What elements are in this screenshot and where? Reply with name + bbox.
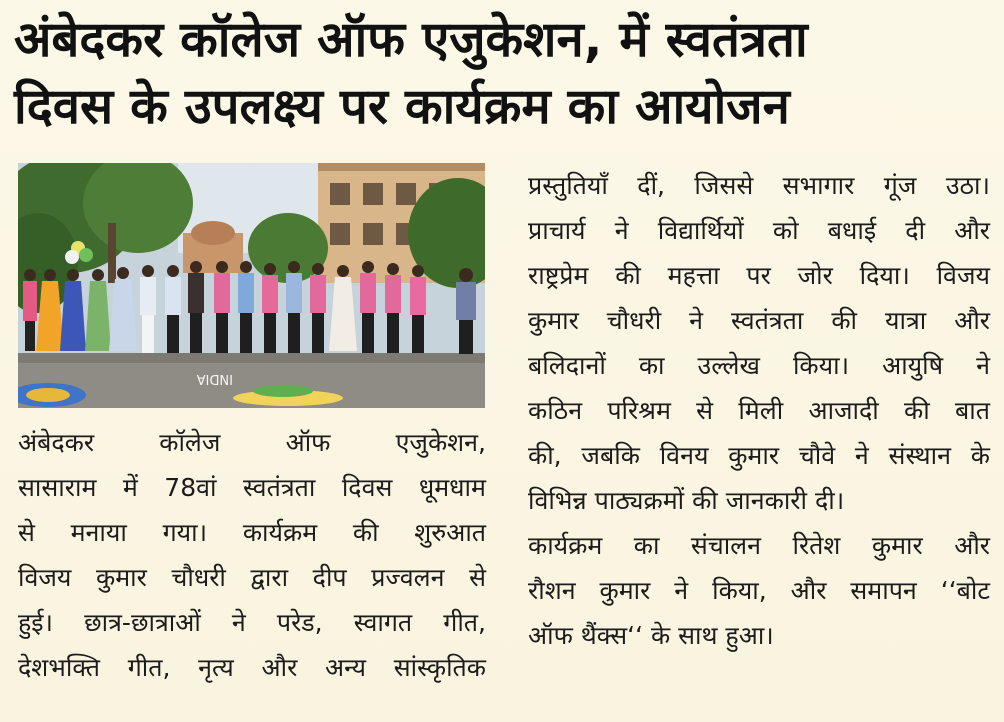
article-line: से मनाया गया। कार्यक्रम की शुरुआत <box>18 518 486 547</box>
article-line: विजय कुमार चौधरी द्वारा दीप प्रज्वलन से <box>18 563 486 592</box>
article-line: बलिदानों का उल्लेख किया। आयुषि ने <box>528 351 990 380</box>
article-line: कुमार चौधरी ने स्वतंत्रता की यात्रा और <box>528 306 990 335</box>
article-column-left <box>18 420 486 690</box>
article-line: कार्यक्रम का संचालन रितेश कुमार और <box>528 531 990 560</box>
article-line: हुई। छात्र-छात्राओं ने परेड, स्वागत गीत, <box>18 608 486 637</box>
headline <box>14 6 994 140</box>
article-column-right <box>528 163 990 658</box>
article-line: कठिन परिश्रम से मिली आजादी की बात <box>528 396 990 425</box>
headline-line-2: दिवस के उपलक्ष्य पर कार्यक्रम का आयोजन <box>14 78 790 135</box>
article-line: अंबेदकर कॉलेज ऑफ एजुकेशन, <box>18 428 486 457</box>
article-line: रौशन कुमार ने किया, और समापन ‘‘बोट <box>528 576 990 605</box>
article-line: प्रस्तुतियाँ दीं, जिससे सभागार गूंज उठा। <box>528 171 990 200</box>
article-line: प्राचार्य ने विद्यार्थियों को बधाई दी और <box>528 216 990 245</box>
event-photo <box>18 163 485 408</box>
article-line: विभिन्न पाठ्यक्रमों की जानकारी दी। <box>528 486 845 515</box>
event-photo-illustration <box>18 163 485 408</box>
article-line: राष्ट्रप्रेम की महत्ता पर जोर दिया। विजय <box>528 261 990 290</box>
article-line: ऑफ थैंक्स‘‘ के साथ हुआ। <box>528 621 774 650</box>
rangoli-text: INDIA <box>196 371 233 386</box>
article-line: सासाराम में 78वां स्वतंत्रता दिवस धूमधाम <box>18 473 486 502</box>
article-line: की, जबकि विनय कुमार चौवे ने संस्थान के <box>528 441 990 470</box>
article-line: देशभक्ति गीत, नृत्य और अन्य सांस्कृतिक <box>18 653 486 682</box>
headline-line-1: अंबेदकर कॉलेज ऑफ एजुकेशन, में स्वतंत्रता <box>14 11 808 68</box>
